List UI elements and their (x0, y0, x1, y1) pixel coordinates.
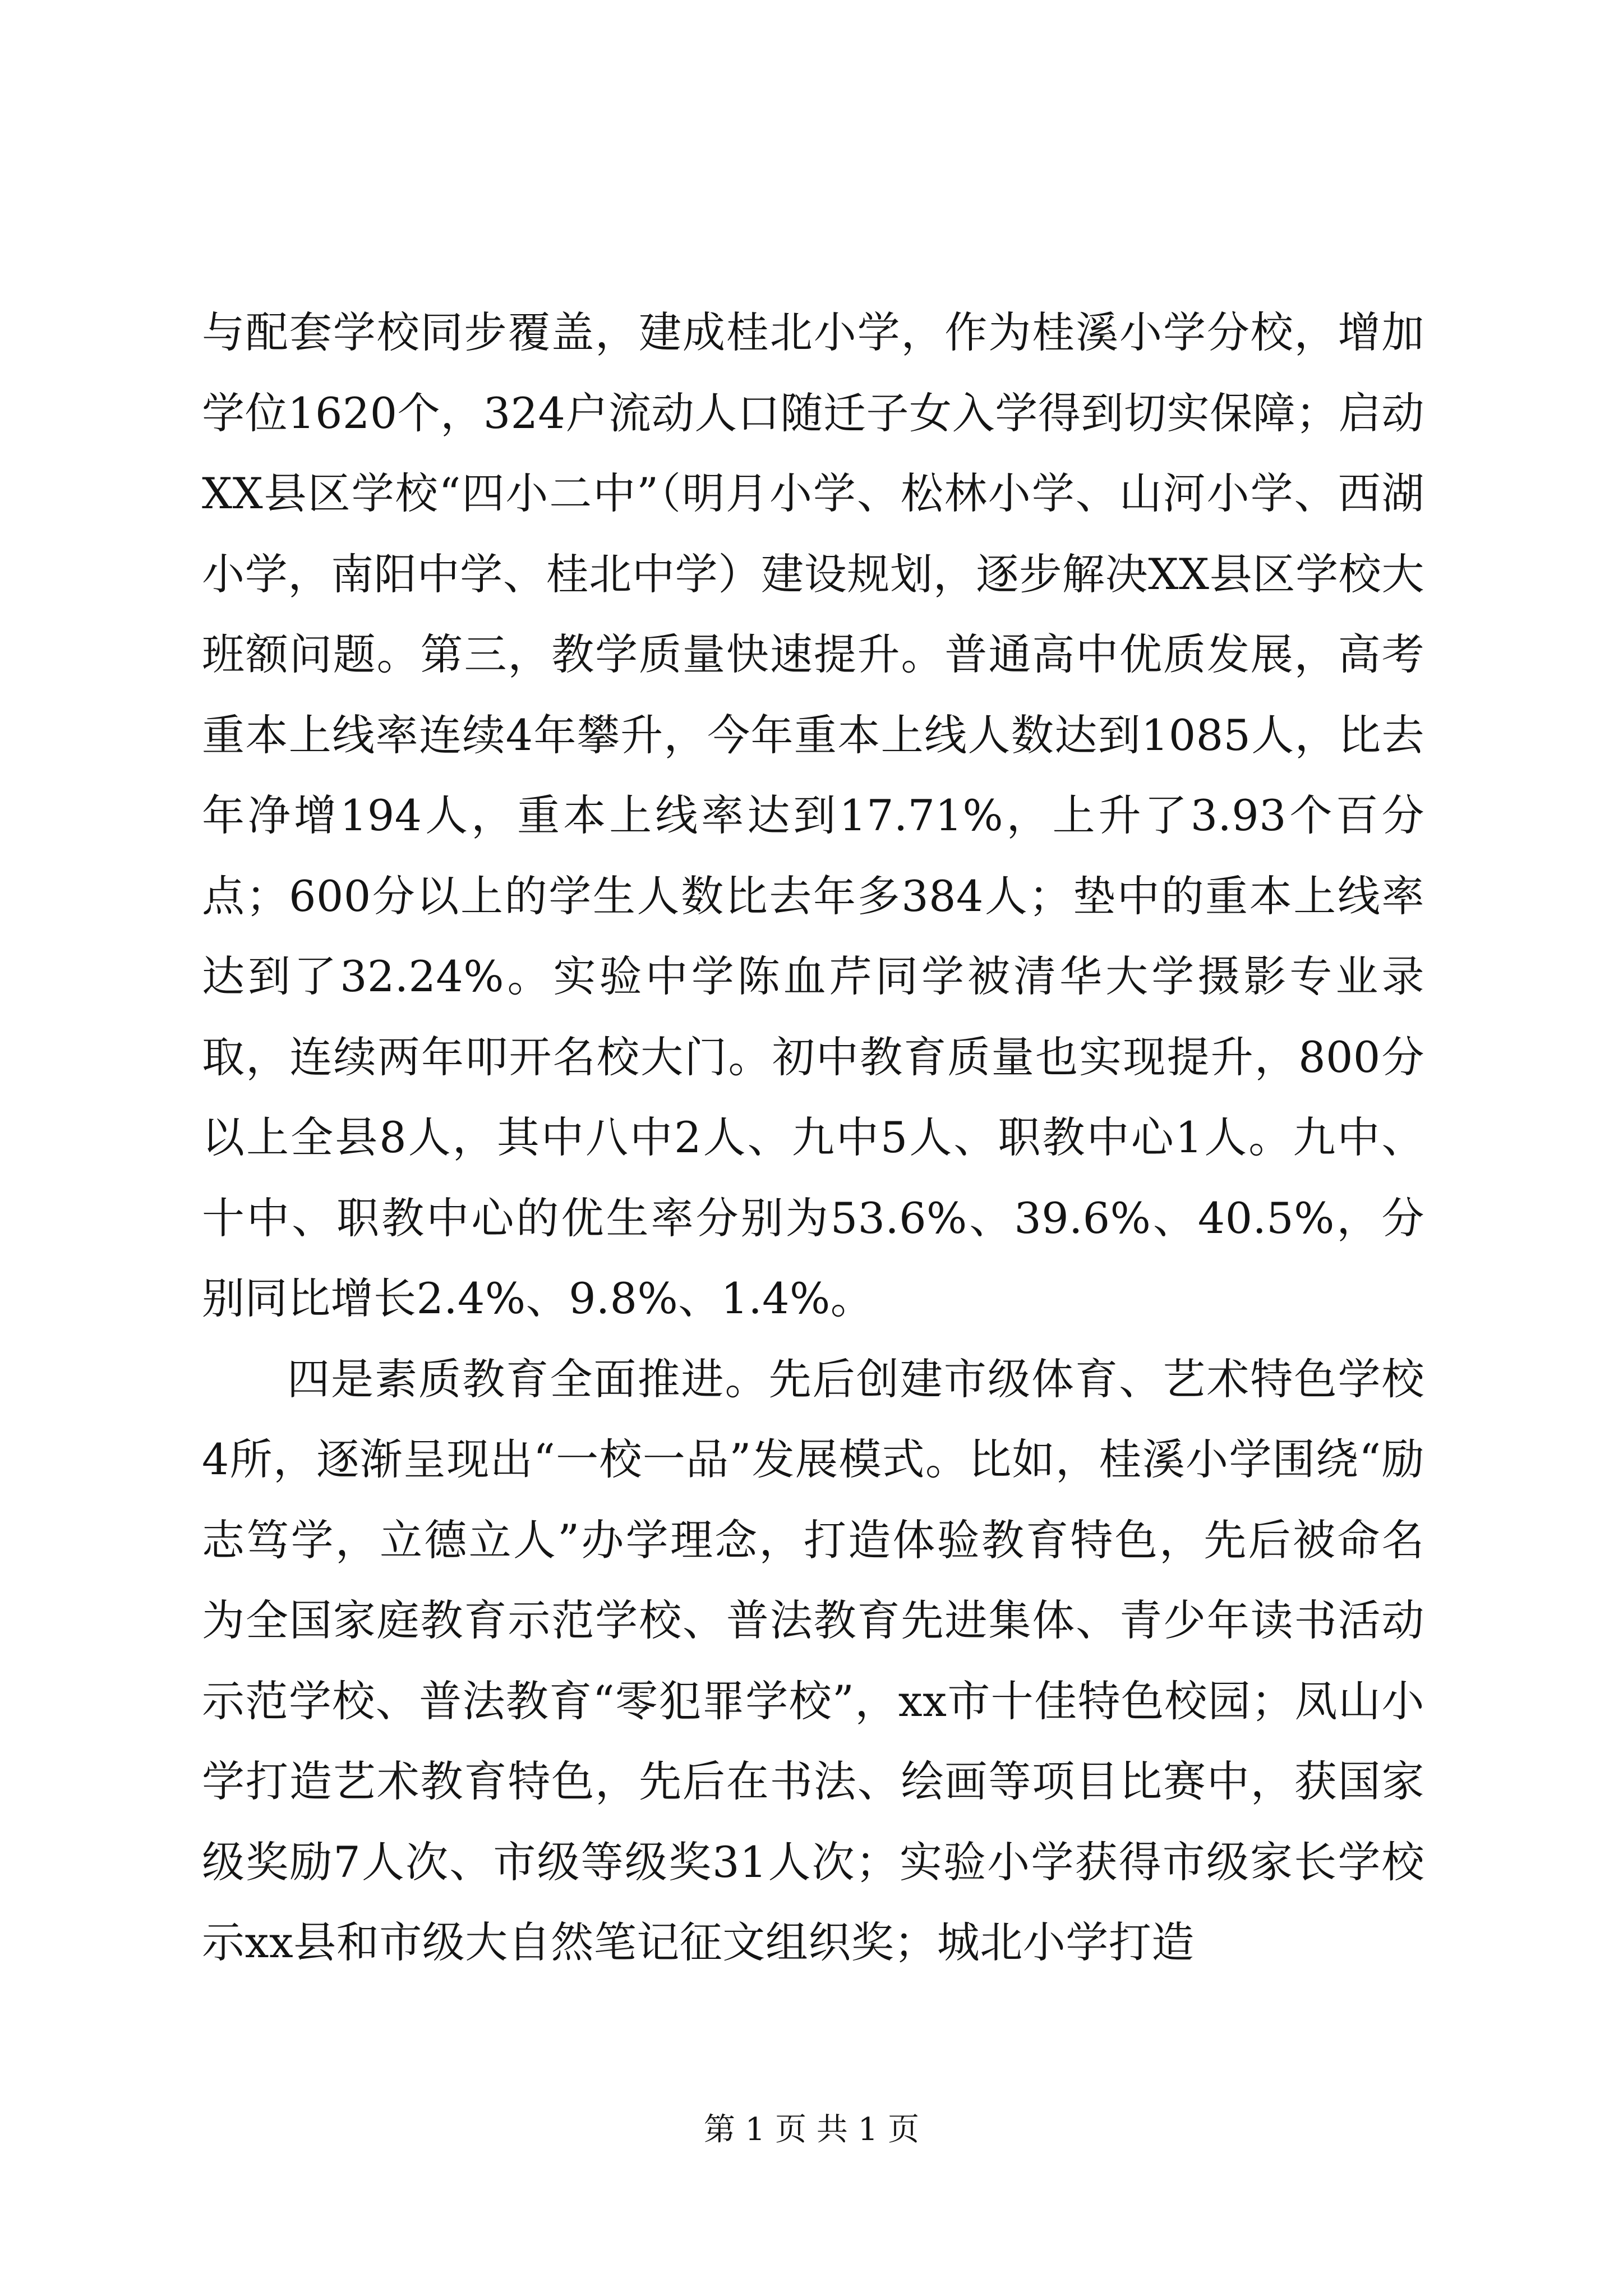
paragraph-continuation: 与配套学校同步覆盖，建成桂北小学，作为桂溪小学分校，增加学位1620个，324户流动人口随迁子女入学得到切实保障；启动XX县区学校“四小二中”（明月小学、松林小学、山河小学、西湖小学，南阳中学、桂北中学）建设规划，逐步解决XX县区学校大班额问题。第三，教学质量快速提升。普通高中优质发展，高考重本上线率连续4年攀升，今年重本上线人数达到1085人，比去年净增194人，重本上线率达到17.71%，上升了3.93个百分点；600分以上的学生人数比去年多384人；垫中的重本上线率达到了32.24%。实验中学陈血芹同学被清华大学摄影专业录取，连续两年叩开名校大门。初中教育质量也实现提升，800分以上全县8人，其中八中2人、九中5人、职教中心1人。九中、十中、职教中心的优生率分别为53.6%、39.6%、40.5%，分别同比增长2.4%、9.8%、1.4%。 (202, 307, 1424, 1323)
paragraph-quality-education: 四是素质教育全面推进。先后创建市级体育、艺术特色学校4所，逐渐呈现出“一校一品”发展模式。比如，桂溪小学围绕“励志笃学，立德立人”办学理念，打造体验教育特色，先后被命名为全国家庭教育示范学校、普法教育先进集体、青少年读书活动示范学校、普法教育“零犯罪学校”，xx市十佳特色校园；凤山小学打造艺术教育特色，先后在书法、绘画等项目比赛中，获国家级奖励7人次、市级等级奖31人次；实验小学获得市级家长学校示xx县和市级大自然笔记征文组织奖；城北小学打造 (202, 1354, 1424, 1967)
body-text (202, 292, 1424, 1983)
page-footer: 第 1 页 共 1 页 (703, 2111, 920, 2148)
